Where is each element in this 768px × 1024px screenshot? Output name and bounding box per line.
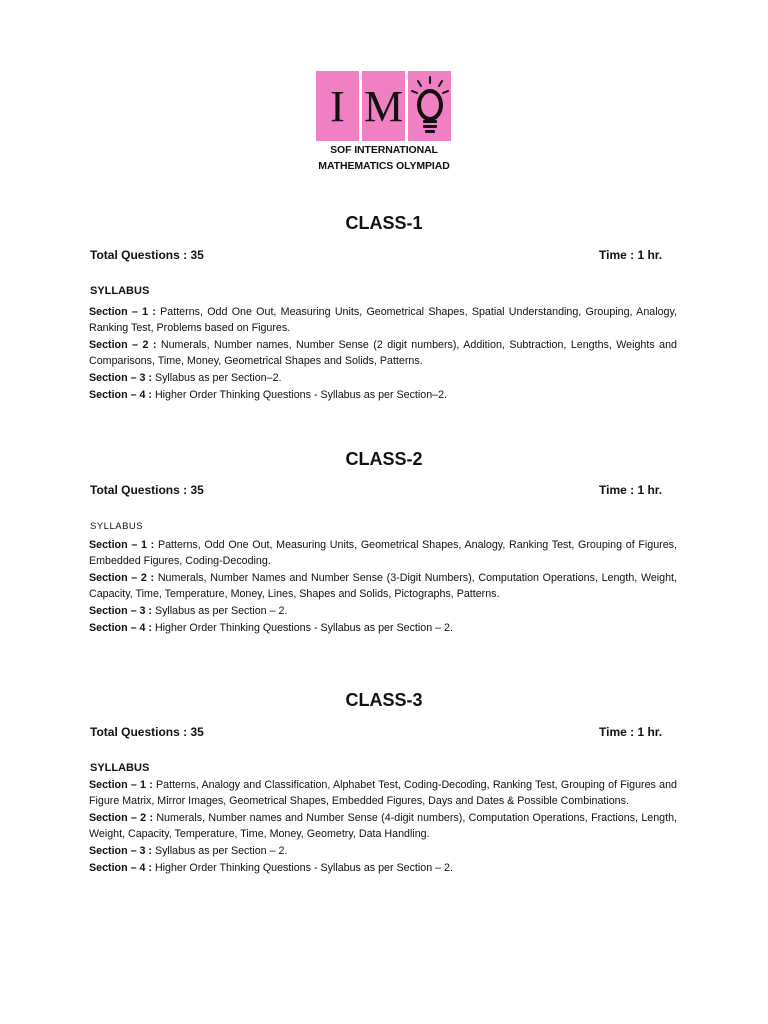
section-text: Patterns, Odd One Out, Measuring Units, Geometrical Shapes, Spatial Understanding, Grouping, Analogy, Ranking Test, Problems based on Figures. (89, 306, 677, 334)
section-label: Section – 1 : (89, 539, 155, 551)
section-1 (89, 777, 677, 809)
section-label: Section – 2 : (89, 572, 155, 584)
total-questions: Total Questions : 35 (90, 483, 204, 497)
lightbulb-icon (410, 75, 450, 137)
section-text: Higher Order Thinking Questions - Syllabus as per Section – 2. (151, 862, 453, 874)
section-3 (89, 370, 677, 386)
imo-logo (316, 71, 451, 141)
section-text: Higher Order Thinking Questions - Syllabus as per Section – 2. (151, 622, 453, 634)
section-label: Section – 3 : (89, 372, 152, 384)
org-name-line1: SOF INTERNATIONAL (330, 144, 438, 156)
section-1 (89, 537, 677, 569)
syllabus-sections (89, 537, 677, 637)
section-4 (89, 620, 677, 636)
section-2 (89, 337, 677, 369)
section-text: Numerals, Number names, Number Sense (2 digit numbers), Addition, Subtraction, Lengths, Weights and Comparisons, Time, Money, Geometrical Shapes and Solids, Patterns. (89, 339, 677, 367)
section-text: Numerals, Number names and Number Sense (4-digit numbers), Computation Operations, Fractions, Length, Weight, Capacity, Temperature, Time, Money, Geometry, Data Handling. (89, 812, 677, 840)
section-label: Section – 4 : (89, 389, 152, 401)
syllabus-sections (89, 777, 677, 877)
logo-letter-i: I (316, 71, 359, 141)
section-label: Section – 3 : (89, 605, 152, 617)
section-label: Section – 3 : (89, 845, 152, 857)
total-questions: Total Questions : 35 (90, 725, 204, 739)
section-3 (89, 843, 677, 859)
section-2 (89, 570, 677, 602)
syllabus-label: SYLLABUS (90, 521, 144, 532)
section-1 (89, 304, 677, 336)
section-4 (89, 387, 677, 403)
section-3 (89, 603, 677, 619)
section-4 (89, 860, 677, 876)
section-text: Syllabus as per Section – 2. (151, 845, 288, 857)
logo-bulb-cell (408, 71, 451, 141)
org-name-line2: MATHEMATICS OLYMPIAD (318, 160, 450, 172)
time-limit: Time : 1 hr. (599, 725, 663, 739)
section-text: Patterns, Odd One Out, Measuring Units, Geometrical Shapes, Analogy, Ranking Test, Grouping of Figures, Embedded Figures, Coding-Decoding. (89, 539, 677, 567)
section-text: Syllabus as per Section–2. (151, 372, 282, 384)
total-questions: Total Questions : 35 (90, 248, 204, 262)
section-text: Higher Order Thinking Questions - Syllabus as per Section–2. (151, 389, 448, 401)
section-text: Numerals, Number Names and Number Sense (3-Digit Numbers), Computation Operations, Length, Weight, Capacity, Time, Temperature, Money, Lines, Shapes and Solids, Pictographs, Patterns. (89, 572, 677, 600)
section-label: Section – 2 : (89, 339, 157, 351)
section-label: Section – 1 : (89, 779, 153, 791)
syllabus-label: SYLLABUS (90, 762, 150, 774)
logo-letter-m: M (362, 71, 405, 141)
class-title: CLASS-3 (345, 690, 423, 710)
section-text: Patterns, Analogy and Classification, Alphabet Test, Coding-Decoding, Ranking Test, Grouping of Figures and Figure Matrix, Mirror Images, Geometrical Shapes, Embedded Figures, Days and Dates & Possible Combinations. (89, 779, 677, 807)
section-label: Section – 4 : (89, 862, 152, 874)
section-label: Section – 1 : (89, 306, 156, 318)
time-limit: Time : 1 hr. (599, 248, 663, 262)
syllabus-sections (89, 304, 677, 404)
time-limit: Time : 1 hr. (599, 483, 663, 497)
class-title: CLASS-1 (345, 213, 423, 233)
syllabus-label: SYLLABUS (90, 285, 150, 297)
section-text: Syllabus as per Section – 2. (151, 605, 288, 617)
section-2 (89, 810, 677, 842)
section-label: Section – 4 : (89, 622, 152, 634)
section-label: Section – 2 : (89, 812, 154, 824)
class-title: CLASS-2 (345, 449, 423, 469)
